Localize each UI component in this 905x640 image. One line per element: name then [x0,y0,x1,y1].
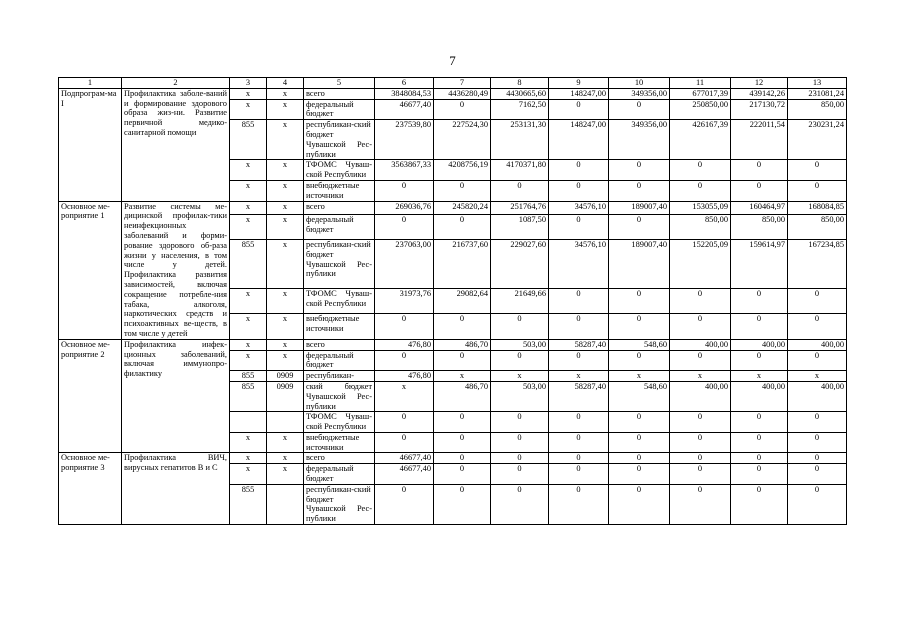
funding-source-cell: всего [304,339,375,350]
amount-cell: 152205,09 [670,240,731,289]
amount-cell: 0 [549,453,609,464]
amount-cell: х [491,371,549,382]
amount-cell: 0 [670,453,731,464]
amount-cell: 0 [609,214,670,239]
amount-cell: 46677,40 [375,453,434,464]
section-code-cell: х [267,453,304,464]
column-number-5: 5 [304,78,375,89]
admin-code-cell: х [230,88,267,99]
funding-source-cell: ТФОМС Чуваш-ской Республики [304,289,375,314]
amount-cell: 222011,54 [731,120,788,160]
amount-cell: 0 [609,99,670,120]
amount-cell: 0 [731,314,788,339]
program-title: Профилактика ВИЧ, вирусных гепатитов В и С [122,453,230,525]
admin-code-cell: х [230,180,267,201]
amount-cell: 46677,40 [375,464,434,485]
amount-cell: 0 [731,180,788,201]
amount-cell: 0 [788,350,847,371]
amount-cell: 0 [491,180,549,201]
amount-cell: 0 [434,464,491,485]
amount-cell: 349356,00 [609,120,670,160]
amount-cell: 3848084,53 [375,88,434,99]
amount-cell: 189007,40 [609,201,670,214]
program-name: Основное ме-роприятие 3 [59,453,122,525]
amount-cell: 0 [491,314,549,339]
amount-cell: 0 [731,432,788,453]
amount-cell: 251764,76 [491,201,549,214]
amount-cell: 850,00 [788,99,847,120]
amount-cell: 0 [375,432,434,453]
amount-cell: 0 [609,484,670,524]
section-code-cell [267,484,304,524]
column-number-13: 13 [788,78,847,89]
section-code-cell: 0909 [267,371,304,382]
amount-cell: 439142,26 [731,88,788,99]
amount-cell: 0 [609,432,670,453]
amount-cell: 548,60 [609,339,670,350]
amount-cell: 0 [549,289,609,314]
section-code-cell: х [267,180,304,201]
funding-source-cell: внебюджетные источники [304,432,375,453]
amount-cell: 0 [549,314,609,339]
amount-cell: 0 [609,180,670,201]
amount-cell: 0 [491,453,549,464]
column-number-7: 7 [434,78,491,89]
section-code-cell: х [267,289,304,314]
amount-cell: 0 [731,289,788,314]
amount-cell: 677017,39 [670,88,731,99]
amount-cell: 230231,24 [788,120,847,160]
amount-cell: 0 [788,484,847,524]
table-row [59,201,847,214]
amount-cell: 0 [375,350,434,371]
funding-source-cell: всего [304,453,375,464]
amount-cell: 34576,10 [549,201,609,214]
amount-cell: 229027,60 [491,240,549,289]
admin-code-cell: 855 [230,240,267,289]
amount-cell: 0 [549,160,609,181]
amount-cell: 0 [549,412,609,433]
amount-cell: 0 [375,412,434,433]
section-code-cell: х [267,201,304,214]
amount-cell: 0 [434,484,491,524]
column-number-1: 1 [59,78,122,89]
table-row [59,339,847,350]
section-code-cell: х [267,240,304,289]
amount-cell: 0 [434,432,491,453]
amount-cell: 0 [731,453,788,464]
amount-cell: 0 [788,160,847,181]
admin-code-cell: х [230,339,267,350]
budget-table [58,77,847,525]
section-code-cell: 0909 [267,381,304,411]
amount-cell: 0 [434,314,491,339]
amount-cell: 0 [788,453,847,464]
amount-cell: 153055,09 [670,201,731,214]
amount-cell: 850,00 [670,214,731,239]
amount-cell: 0 [549,464,609,485]
funding-source-cell: внебюджетные источники [304,180,375,201]
admin-code-cell: х [230,214,267,239]
amount-cell: 400,00 [731,339,788,350]
amount-cell: 0 [788,180,847,201]
amount-cell: 7162,50 [491,99,549,120]
funding-source-cell: всего [304,201,375,214]
amount-cell: 0 [549,350,609,371]
amount-cell: 168084,85 [788,201,847,214]
amount-cell: 0 [609,350,670,371]
admin-code-cell: х [230,464,267,485]
amount-cell: 349356,00 [609,88,670,99]
funding-source-cell: республикан-ский бюджет Чувашской Рес-публики [304,484,375,524]
amount-cell: 400,00 [788,381,847,411]
section-code-cell [267,412,304,433]
section-code-cell: х [267,432,304,453]
amount-cell: 0 [434,180,491,201]
page-number: 7 [449,53,456,68]
amount-cell: 34576,10 [549,240,609,289]
amount-cell: 0 [375,314,434,339]
amount-cell: 0 [434,412,491,433]
amount-cell: 0 [788,432,847,453]
amount-cell: 3563867,33 [375,160,434,181]
amount-cell: 0 [549,180,609,201]
amount-cell: 0 [731,484,788,524]
admin-code-cell: 855 [230,371,267,382]
admin-code-cell: х [230,160,267,181]
program-name: Основное ме-роприятие 1 [59,201,122,339]
amount-cell: 0 [670,464,731,485]
program-title: Профилактика инфек-ционных заболеваний, включая иммунопро-филактику [122,339,230,453]
amount-cell: 237063,00 [375,240,434,289]
amount-cell: 486,70 [434,381,491,411]
amount-cell: 400,00 [670,339,731,350]
table-row [59,88,847,99]
amount-cell: 0 [609,314,670,339]
amount-cell: 0 [434,99,491,120]
amount-cell: 4430665,60 [491,88,549,99]
amount-cell: 216737,60 [434,240,491,289]
amount-cell: 0 [434,453,491,464]
amount-cell: 0 [788,412,847,433]
amount-cell: 217130,72 [731,99,788,120]
section-code-cell: х [267,214,304,239]
amount-cell: 0 [731,412,788,433]
amount-cell: 58287,40 [549,381,609,411]
amount-cell: 58287,40 [549,339,609,350]
amount-cell: 0 [670,484,731,524]
table-row [59,453,847,464]
amount-cell: 0 [731,350,788,371]
amount-cell: 231081,24 [788,88,847,99]
amount-cell: 269036,76 [375,201,434,214]
amount-cell: 400,00 [670,381,731,411]
section-code-cell: х [267,314,304,339]
amount-cell: 0 [434,214,491,239]
amount-cell: 503,00 [491,339,549,350]
funding-source-cell: республикан-ский бюджет Чувашской Рес-публики [304,240,375,289]
amount-cell: х [731,371,788,382]
amount-cell: 237539,80 [375,120,434,160]
funding-source-cell: ский бюджет Чувашской Рес-публики [304,381,375,411]
budget-body [59,78,847,525]
amount-cell: х [434,371,491,382]
funding-source-cell: всего [304,88,375,99]
amount-cell: х [375,381,434,411]
section-code-cell: х [267,350,304,371]
column-number-8: 8 [491,78,549,89]
column-number-3: 3 [230,78,267,89]
amount-cell: 4170371,80 [491,160,549,181]
amount-cell: 0 [670,314,731,339]
amount-cell: 0 [491,412,549,433]
admin-code-cell: х [230,350,267,371]
amount-cell: 0 [609,160,670,181]
amount-cell: 0 [375,180,434,201]
section-code-cell: х [267,464,304,485]
funding-source-cell: ТФОМС Чуваш-ской Республики [304,412,375,433]
column-number-row [59,78,847,89]
amount-cell: 426167,39 [670,120,731,160]
amount-cell: 503,00 [491,381,549,411]
amount-cell: 250850,00 [670,99,731,120]
amount-cell: 4436280,49 [434,88,491,99]
amount-cell: 548,60 [609,381,670,411]
amount-cell: 0 [549,432,609,453]
admin-code-cell: х [230,432,267,453]
amount-cell: 0 [491,350,549,371]
funding-source-cell: федеральный бюджет [304,214,375,239]
amount-cell: 0 [491,484,549,524]
section-code-cell: х [267,339,304,350]
amount-cell: 148247,00 [549,88,609,99]
admin-code-cell: х [230,201,267,214]
amount-cell: 0 [670,350,731,371]
section-code-cell: х [267,99,304,120]
amount-cell: 0 [609,412,670,433]
amount-cell: 21649,66 [491,289,549,314]
amount-cell: 1087,50 [491,214,549,239]
amount-cell: 0 [491,464,549,485]
amount-cell: 0 [670,180,731,201]
admin-code-cell: 855 [230,120,267,160]
amount-cell: х [549,371,609,382]
amount-cell: 0 [670,160,731,181]
column-number-2: 2 [122,78,230,89]
amount-cell: 0 [670,289,731,314]
section-code-cell: х [267,160,304,181]
program-title: Развитие системы ме-дицинской профилак-тики неинфекционных заболеваний и форми-рование здорового об-раза жизни у населения, в том числе у детей. Профилактика развития зависимостей, включая сокращение потребле-ния табака, алкоголя, наркотических средств и психоактивных ве-ществ, в том числе у детей [122,201,230,339]
column-number-4: 4 [267,78,304,89]
amount-cell: 0 [788,464,847,485]
amount-cell: 400,00 [731,381,788,411]
admin-code-cell: х [230,99,267,120]
amount-cell: 29082,64 [434,289,491,314]
amount-cell: 850,00 [731,214,788,239]
amount-cell: х [788,371,847,382]
program-name: Основное ме-роприятие 2 [59,339,122,453]
amount-cell: 0 [549,484,609,524]
amount-cell: 486,70 [434,339,491,350]
amount-cell: 0 [670,432,731,453]
program-name: Подпрограм-ма I [59,88,122,201]
admin-code-cell: х [230,289,267,314]
column-number-10: 10 [609,78,670,89]
amount-cell: 0 [491,432,549,453]
amount-cell: 0 [731,464,788,485]
amount-cell: х [609,371,670,382]
section-code-cell: х [267,120,304,160]
amount-cell: 167234,85 [788,240,847,289]
funding-source-cell: ТФОМС Чуваш-ской Республики [304,160,375,181]
amount-cell: 850,00 [788,214,847,239]
amount-cell: 0 [549,214,609,239]
column-number-9: 9 [549,78,609,89]
admin-code-cell: 855 [230,381,267,411]
amount-cell: 189007,40 [609,240,670,289]
amount-cell: 160464,97 [731,201,788,214]
amount-cell: 0 [609,464,670,485]
program-title: Профилактика заболе-ваний и формирование здорового образа жиз-ни. Развитие первичной медико-санитарной помощи [122,88,230,201]
funding-source-cell: внебюджетные источники [304,314,375,339]
amount-cell: 253131,30 [491,120,549,160]
amount-cell: 476,80 [375,371,434,382]
section-code-cell: х [267,88,304,99]
funding-source-cell: республикан- [304,371,375,382]
funding-source-cell: республикан-ский бюджет Чувашской Рес-публики [304,120,375,160]
admin-code-cell: х [230,314,267,339]
amount-cell: 0 [434,350,491,371]
amount-cell: 227524,30 [434,120,491,160]
amount-cell: 0 [788,314,847,339]
amount-cell: 245820,24 [434,201,491,214]
amount-cell: 0 [609,289,670,314]
amount-cell: 31973,76 [375,289,434,314]
amount-cell: 159614,97 [731,240,788,289]
amount-cell: 0 [609,453,670,464]
amount-cell: 400,00 [788,339,847,350]
amount-cell: 0 [670,412,731,433]
funding-source-cell: федеральный бюджет [304,464,375,485]
amount-cell: 0 [731,160,788,181]
amount-cell: 476,80 [375,339,434,350]
amount-cell: х [670,371,731,382]
admin-code-cell: 855 [230,484,267,524]
amount-cell: 0 [549,99,609,120]
amount-cell: 0 [375,214,434,239]
amount-cell: 0 [788,289,847,314]
column-number-12: 12 [731,78,788,89]
column-number-6: 6 [375,78,434,89]
column-number-11: 11 [670,78,731,89]
amount-cell: 0 [375,484,434,524]
admin-code-cell [230,412,267,433]
amount-cell: 148247,00 [549,120,609,160]
funding-source-cell: федеральный бюджет [304,350,375,371]
amount-cell: 4208756,19 [434,160,491,181]
funding-source-cell: федеральный бюджет [304,99,375,120]
amount-cell: 46677,40 [375,99,434,120]
admin-code-cell: х [230,453,267,464]
